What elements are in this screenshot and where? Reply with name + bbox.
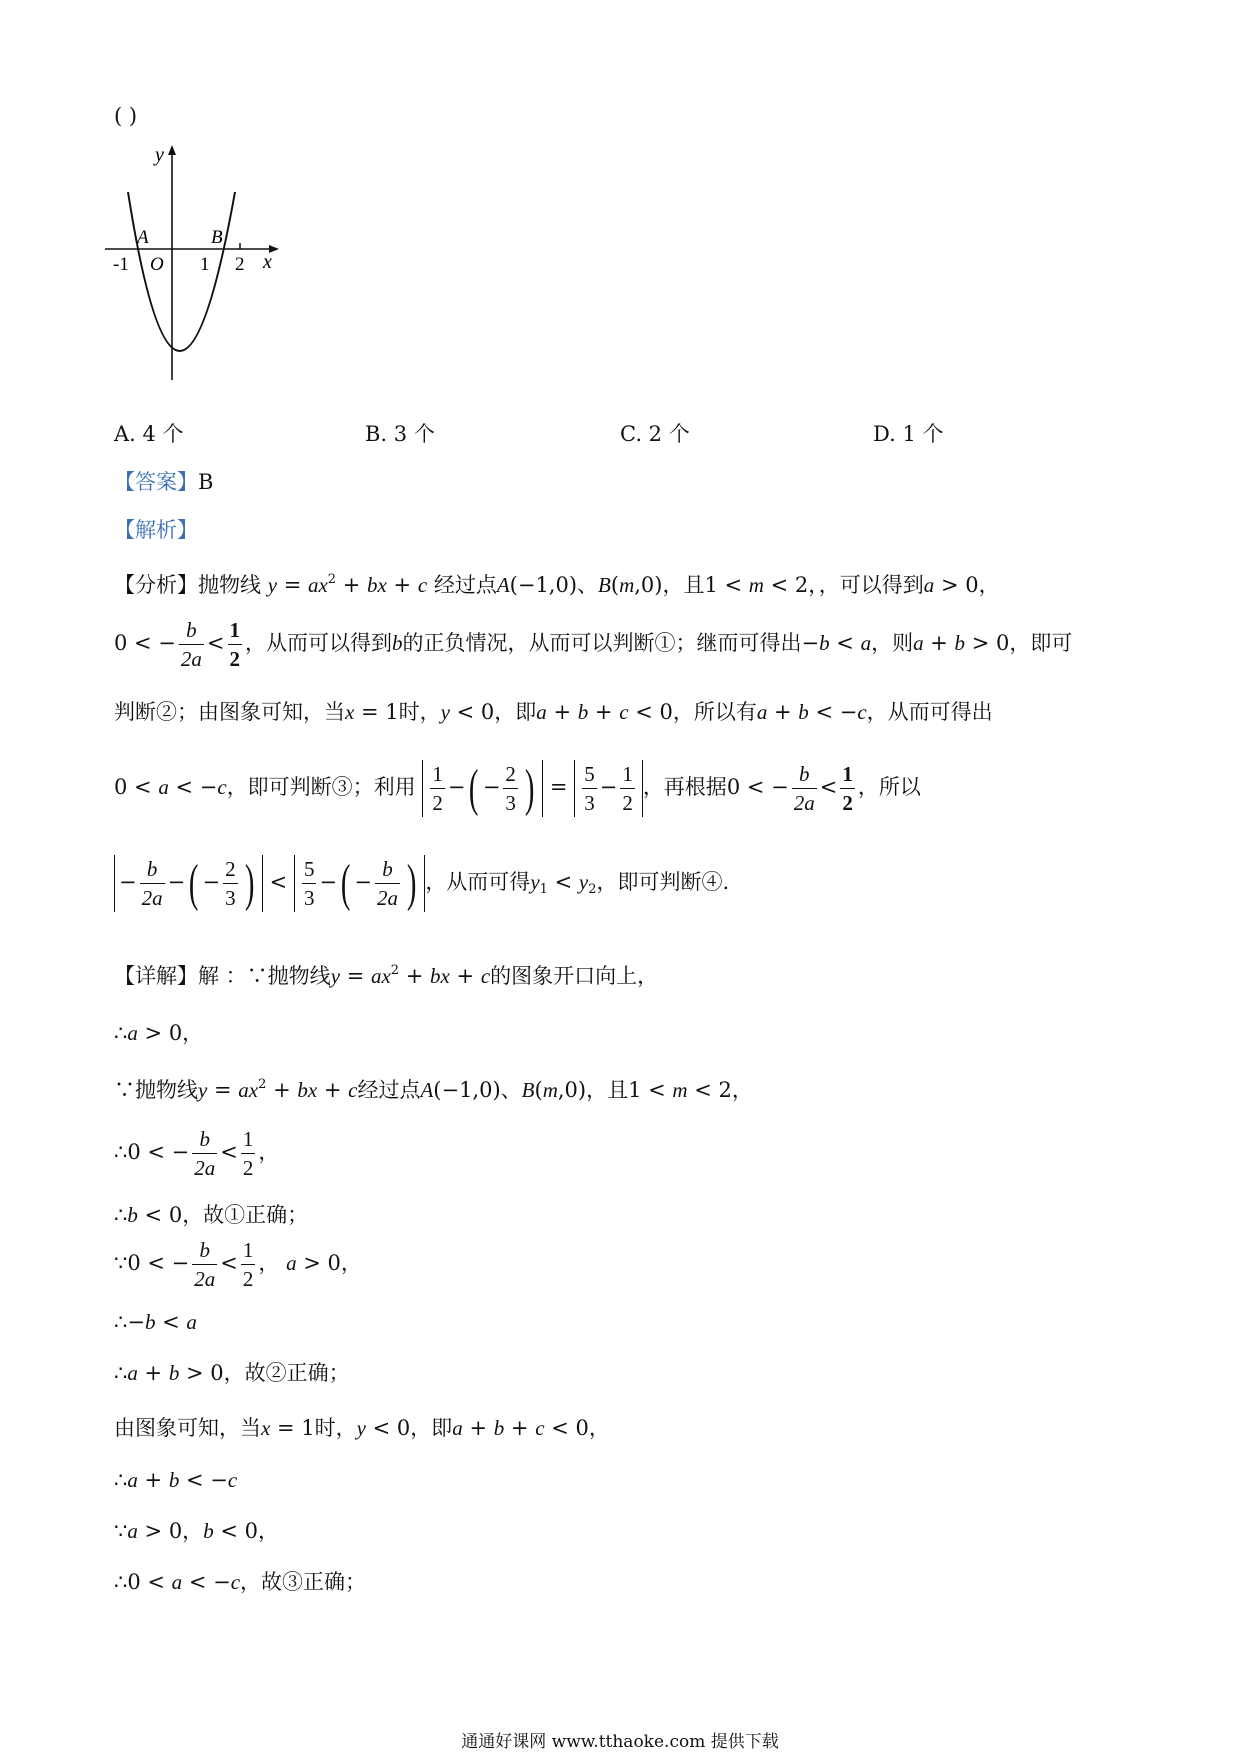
answer-label: 【答案】 (114, 470, 198, 494)
tick-1-label: 1 (200, 254, 210, 275)
option-a: A. 4 个 (114, 422, 184, 446)
tick-neg1-label: -1 (113, 254, 129, 275)
point-b-label: B (211, 227, 223, 248)
detail-line-8: ∴a + b > 0，故②正确； (114, 1361, 350, 1385)
point-a-label: A (137, 227, 149, 248)
origin-label: O (150, 254, 164, 275)
fenxi-line-3: 判断②；由图象可知，当x = 1时，y < 0，即a + b + c < 0，所以有a + b < −c，从而可得出 (114, 700, 993, 724)
detail-line-1: 【详解】解 ：∵抛物线$y = ax^2$ + bx + c的图象开口向上， (114, 963, 659, 988)
y-axis-label: y (155, 145, 164, 166)
footer: 通通好课网 www.tthaoke.com 提供下载 (461, 1732, 779, 1752)
detail-line-9: 由图象可知，当x = 1时，y < 0，即a + b + c < 0， (114, 1416, 610, 1440)
fenxi-line-1: 【分析】抛物线 $y = ax^2$ + bx + c 经过点A(−1,0)、B(m,0)，且1 < m < 2，，可以得到a > 0， (114, 572, 1000, 597)
parabola-graph (105, 145, 305, 385)
tick-2-label: 2 (235, 254, 245, 275)
option-d: D. 1 个 (873, 422, 944, 446)
y-axis-arrow (168, 145, 176, 155)
detail-line-3: ∵抛物线$y = ax^2$ + bx + c经过点A(−1,0)、B(m,0)，且1 < m < 2， (114, 1077, 753, 1102)
detail-line-5: ∴b < 0，故①正确； (114, 1203, 309, 1227)
detail-line-6: ∵0 < − $\frac{b}{2a}$ < $\frac{1}{2}$ ， a > 0， (114, 1238, 362, 1291)
option-c: C. 2 个 (620, 422, 690, 446)
detail-line-12: ∴0 < a < −c，故③正确； (114, 1570, 367, 1594)
fenxi-line-4: 0 < a < −c，即可判断③；利用 $\frac{1}{2}$ −( − $\frac{2}{3}$ ) = $\frac{5}{3}$ − $\frac{1}{2}$ ，再根据0 < − $\frac{b}{2a}$ < $\frac{1}{2}$ ，所以 (114, 759, 921, 817)
fenxi-line-5: − $\frac{b}{2a}$ −( − $\frac{2}{3}$ ) < $\frac{5}{3}$ −( − $\frac{b}{2a}$ ) ，从而可得$y_1 < y_2$，即可判断④. (114, 855, 729, 912)
option-b: B. 3 个 (365, 422, 435, 446)
analysis-label: 【解析】 (114, 518, 198, 542)
detail-line-2: ∴a > 0， (114, 1021, 204, 1045)
detail-line-4: ∴0 < − $\frac{b}{2a}$ < $\frac{1}{2}$ ， (114, 1127, 280, 1180)
x-axis-label: x (263, 251, 272, 273)
fenxi-line-2: 0 < − $\frac{b}{2a}$ < $\frac{1}{2}$ ，从而可以得到b的正负情况，从而可以判断①；继而可得出−b < a，则a + b > 0，即可 (114, 618, 1073, 671)
answer-line (114, 466, 213, 496)
detail-line-11: ∵a > 0，b < 0， (114, 1519, 279, 1543)
detail-line-10: ∴a + b < −c (114, 1468, 238, 1492)
answer-value: B (198, 470, 214, 494)
answer-blank: ( ) (114, 104, 138, 128)
parabola-curve (128, 192, 235, 351)
detail-line-7: ∴−b < a (114, 1310, 197, 1334)
